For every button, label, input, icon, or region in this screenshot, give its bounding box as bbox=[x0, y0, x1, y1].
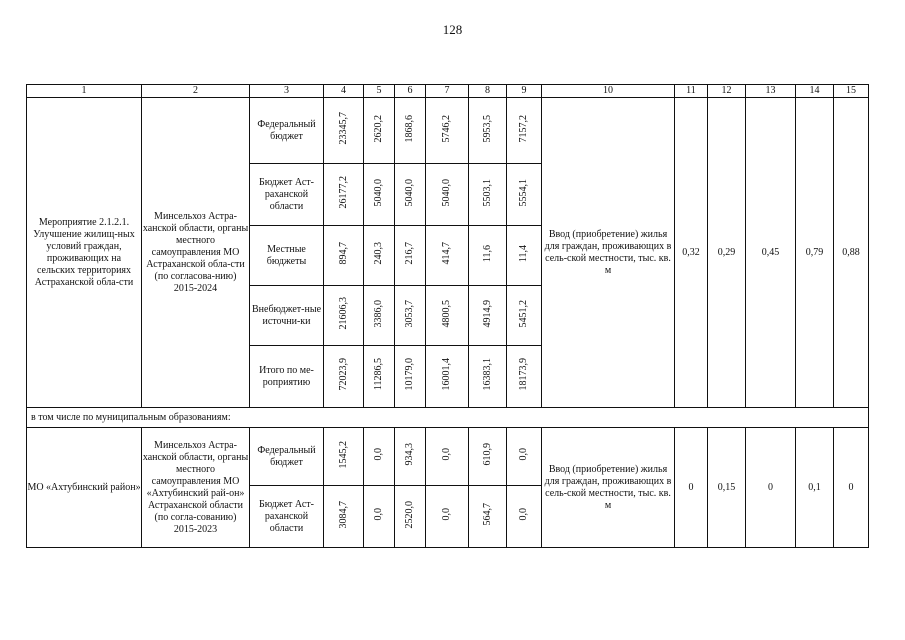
header-cell: 5 bbox=[364, 85, 395, 98]
executor-cell: Минсельхоз Астра-ханской области, органы местного самоуправления МО «Ахтубинский рай-он» Астраханской области (по согла-сованию) 2015-2023 bbox=[142, 428, 250, 548]
value-cell: 21606,3 bbox=[324, 286, 364, 346]
header-cell: 7 bbox=[426, 85, 469, 98]
table-row bbox=[27, 408, 869, 428]
header-cell: 4 bbox=[324, 85, 364, 98]
value-cell: 564,7 bbox=[469, 486, 507, 548]
value-cell: 1868,6 bbox=[395, 98, 426, 164]
program-table bbox=[26, 84, 869, 548]
value-cell: 216,7 bbox=[395, 226, 426, 286]
funding-source: Бюджет Аст-раханской области bbox=[250, 164, 324, 226]
header-cell: 3 bbox=[250, 85, 324, 98]
target-cell: 0 bbox=[675, 428, 708, 548]
target-cell: 0,29 bbox=[708, 98, 746, 408]
value-cell: 0,0 bbox=[426, 486, 469, 548]
header-cell: 8 bbox=[469, 85, 507, 98]
value-cell: 2520,0 bbox=[395, 486, 426, 548]
value-cell: 11286,5 bbox=[364, 346, 395, 408]
value-cell: 5040,0 bbox=[426, 164, 469, 226]
header-cell: 12 bbox=[708, 85, 746, 98]
value-cell: 5503,1 bbox=[469, 164, 507, 226]
header-cell: 6 bbox=[395, 85, 426, 98]
funding-source: Внебюджет-ные источни-ки bbox=[250, 286, 324, 346]
page-number: 128 bbox=[442, 22, 463, 37]
value-cell: 5953,5 bbox=[469, 98, 507, 164]
header-cell: 14 bbox=[796, 85, 834, 98]
target-cell: 0,88 bbox=[834, 98, 869, 408]
value-cell: 3084,7 bbox=[324, 486, 364, 548]
value-cell: 10179,0 bbox=[395, 346, 426, 408]
header-cell: 13 bbox=[746, 85, 796, 98]
value-cell: 16383,1 bbox=[469, 346, 507, 408]
value-cell: 4914,9 bbox=[469, 286, 507, 346]
value-cell: 23345,7 bbox=[324, 98, 364, 164]
municipal-subheader: в том числе по муниципальным образованиям: bbox=[27, 408, 869, 428]
value-cell: 11,4 bbox=[507, 226, 542, 286]
funding-source: Итого по ме-роприятию bbox=[250, 346, 324, 408]
value-cell: 414,7 bbox=[426, 226, 469, 286]
value-cell: 0,0 bbox=[364, 428, 395, 486]
value-cell: 934,3 bbox=[395, 428, 426, 486]
value-cell: 0,0 bbox=[364, 486, 395, 548]
funding-source: Федеральный бюджет bbox=[250, 428, 324, 486]
value-cell: 240,3 bbox=[364, 226, 395, 286]
header-row bbox=[27, 85, 869, 98]
value-cell: 3386,0 bbox=[364, 286, 395, 346]
value-cell: 5040,0 bbox=[364, 164, 395, 226]
value-cell: 16001,4 bbox=[426, 346, 469, 408]
target-cell: 0 bbox=[834, 428, 869, 548]
measure-name: МО «Ахтубинский район» bbox=[27, 428, 142, 548]
target-cell: 0,15 bbox=[708, 428, 746, 548]
table-row bbox=[27, 428, 869, 486]
target-cell: 0,79 bbox=[796, 98, 834, 408]
header-cell: 15 bbox=[834, 85, 869, 98]
value-cell: 5746,2 bbox=[426, 98, 469, 164]
header-cell: 10 bbox=[542, 85, 675, 98]
value-cell: 1545,2 bbox=[324, 428, 364, 486]
table-row bbox=[27, 98, 869, 164]
value-cell: 2620,2 bbox=[364, 98, 395, 164]
value-cell: 72023,9 bbox=[324, 346, 364, 408]
funding-source: Бюджет Аст-раханской области bbox=[250, 486, 324, 548]
indicator-cell: Ввод (приобретение) жилья для граждан, проживающих в сель-ской местности, тыс. кв. м bbox=[542, 98, 675, 408]
value-cell: 894,7 bbox=[324, 226, 364, 286]
value-cell: 5451,2 bbox=[507, 286, 542, 346]
value-cell: 5040,0 bbox=[395, 164, 426, 226]
funding-source: Местные бюджеты bbox=[250, 226, 324, 286]
value-cell: 0,0 bbox=[507, 486, 542, 548]
target-cell: 0,32 bbox=[675, 98, 708, 408]
executor-cell: Минсельхоз Астра-ханской области, органы местного самоуправления МО Астраханской обла-сти (по согласова-нию) 2015-2024 bbox=[142, 98, 250, 408]
funding-source: Федеральный бюджет bbox=[250, 98, 324, 164]
value-cell: 7157,2 bbox=[507, 98, 542, 164]
header-cell: 9 bbox=[507, 85, 542, 98]
value-cell: 0,0 bbox=[426, 428, 469, 486]
value-cell: 11,6 bbox=[469, 226, 507, 286]
header-cell: 1 bbox=[27, 85, 142, 98]
value-cell: 3053,7 bbox=[395, 286, 426, 346]
value-cell: 4800,5 bbox=[426, 286, 469, 346]
target-cell: 0,1 bbox=[796, 428, 834, 548]
measure-name: Мероприятие 2.1.2.1. Улучшение жилищ-ных условий граждан, проживающих на сельских территориях Астраханской обла-сти bbox=[27, 98, 142, 408]
value-cell: 0,0 bbox=[507, 428, 542, 486]
target-cell: 0 bbox=[746, 428, 796, 548]
value-cell: 26177,2 bbox=[324, 164, 364, 226]
indicator-cell: Ввод (приобретение) жилья для граждан, проживающих в сель-ской местности, тыс. кв. м bbox=[542, 428, 675, 548]
target-cell: 0,45 bbox=[746, 98, 796, 408]
value-cell: 610,9 bbox=[469, 428, 507, 486]
value-cell: 5554,1 bbox=[507, 164, 542, 226]
value-cell: 18173,9 bbox=[507, 346, 542, 408]
header-cell: 2 bbox=[142, 85, 250, 98]
header-cell: 11 bbox=[675, 85, 708, 98]
